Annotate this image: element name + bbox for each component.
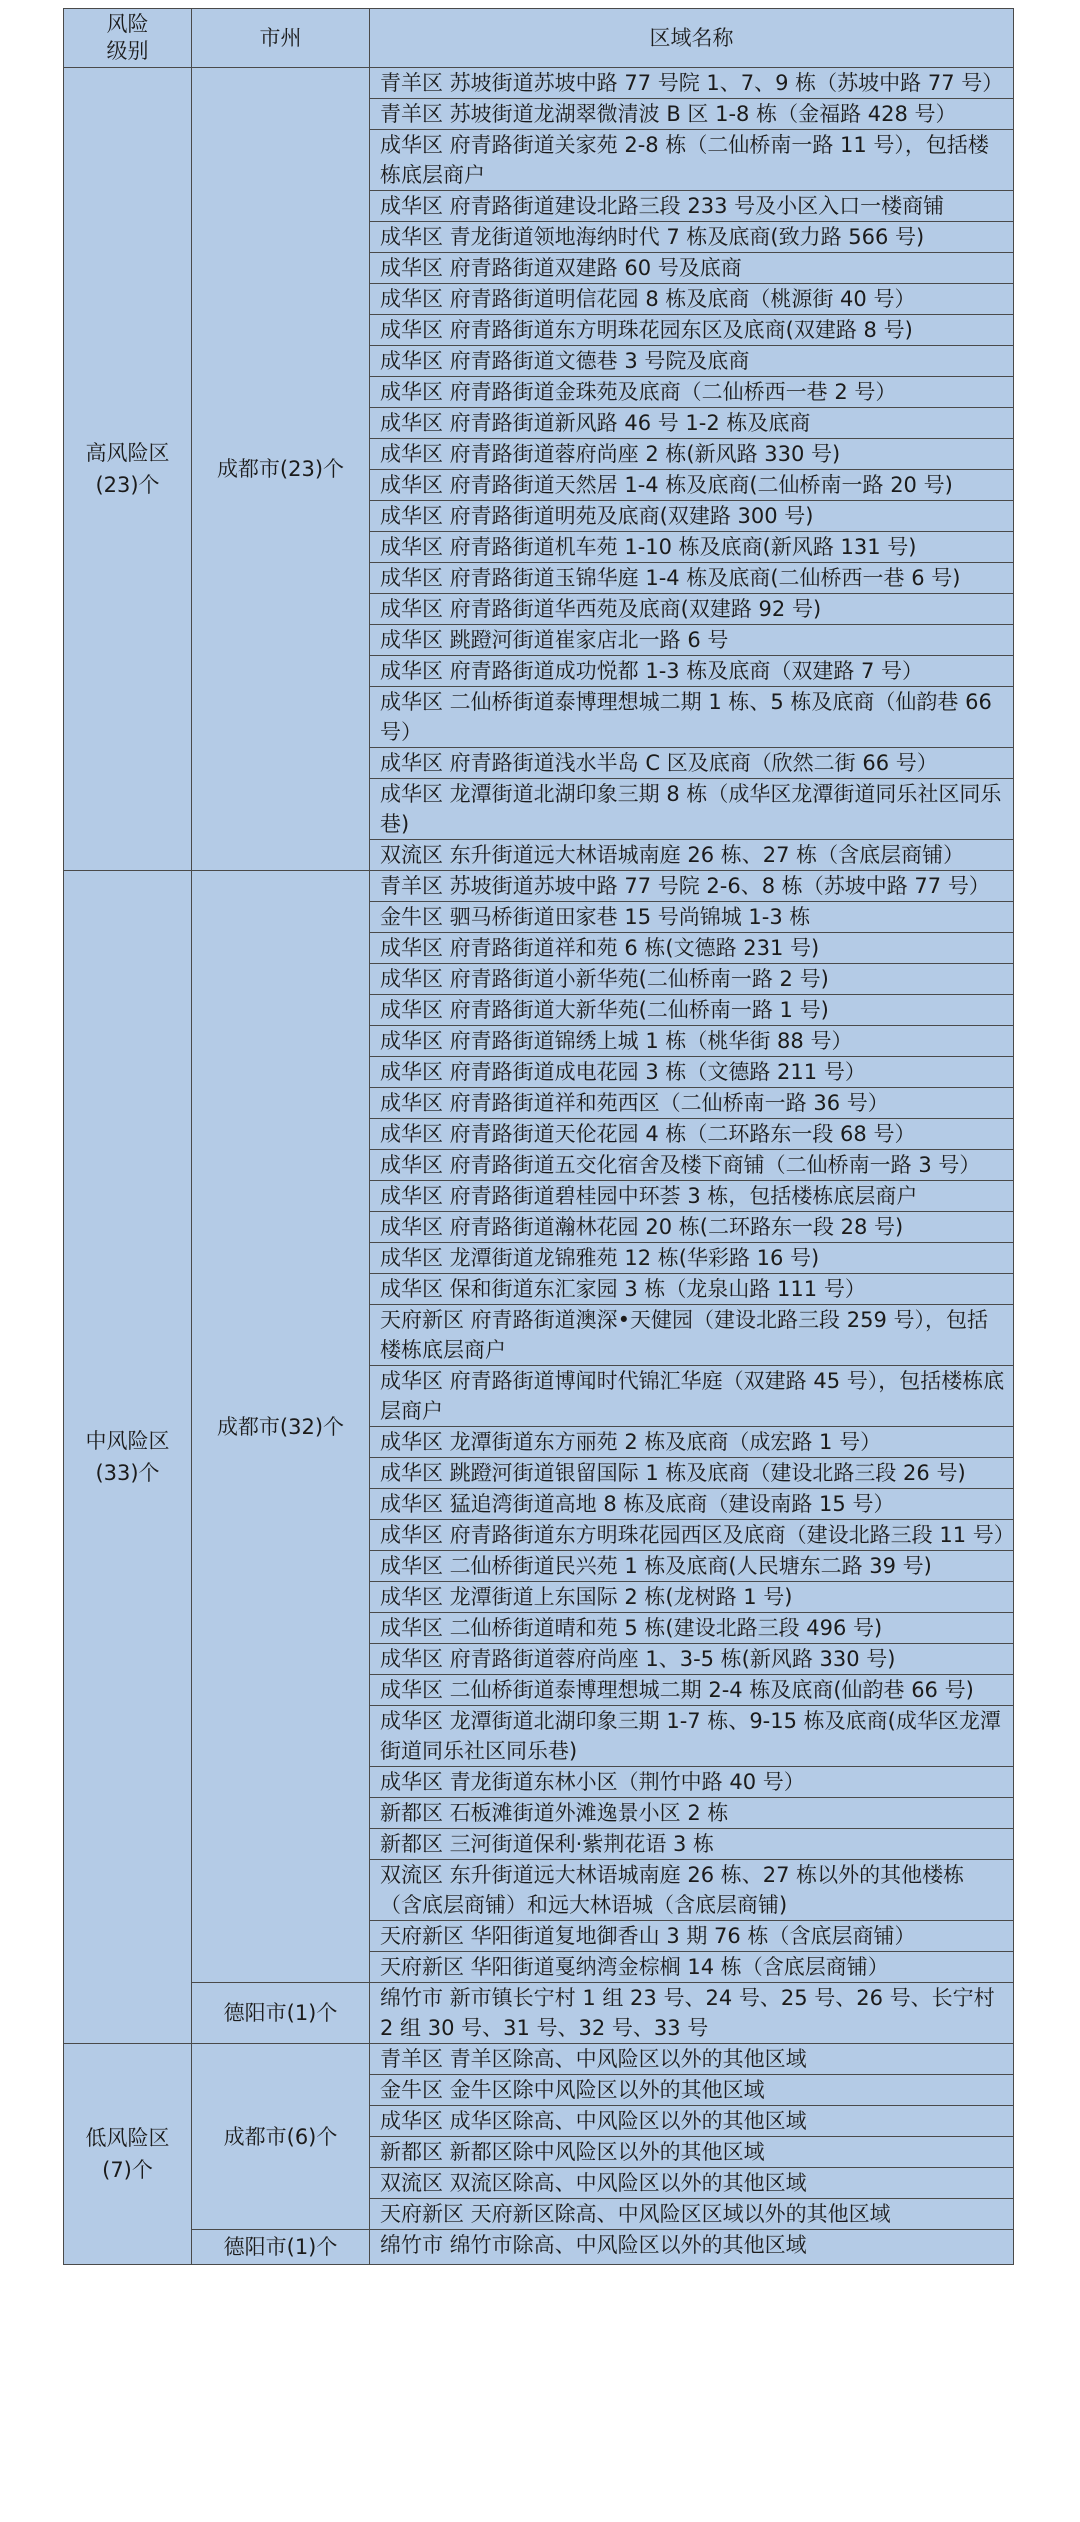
area-name-cell: 成华区 府青路街道关家苑 2-8 栋（二仙桥南一路 11 号），包括楼栋底层商户 [370,130,1014,191]
table-row [64,2230,1014,2265]
area-name-cell: 成华区 府青路街道天然居 1-4 栋及底商(二仙桥南一路 20 号) [370,470,1014,501]
area-name-cell: 成华区 府青路街道小新华苑(二仙桥南一路 2 号) [370,964,1014,995]
area-name-cell: 成华区 府青路街道华西苑及底商(双建路 92 号) [370,594,1014,625]
risk-level-label: 高风险区 (23)个 [85,441,170,497]
area-name-cell: 天府新区 华阳街道戛纳湾金棕榈 14 栋（含底层商铺） [370,1952,1014,1983]
area-name-cell: 成华区 府青路街道东方明珠花园西区及底商（建设北路三段 11 号） [370,1520,1014,1551]
area-name-cell: 天府新区 天府新区除高、中风险区区域以外的其他区域 [370,2199,1014,2230]
area-name-cell: 成华区 成华区除高、中风险区以外的其他区域 [370,2106,1014,2137]
area-name-cell: 成华区 青龙街道东林小区（荆竹中路 40 号） [370,1767,1014,1798]
risk-area-table [63,8,1014,2265]
area-name-cell: 成华区 府青路街道蓉府尚座 2 栋(新风路 330 号) [370,439,1014,470]
area-name-cell: 成华区 猛追湾街道高地 8 栋及底商（建设南路 15 号） [370,1489,1014,1520]
area-name-cell: 成华区 府青路街道碧桂园中环荟 3 栋，包括楼栋底层商户 [370,1181,1014,1212]
area-name-cell: 新都区 新都区除中风险区以外的其他区域 [370,2137,1014,2168]
area-name-cell: 成华区 跳蹬河街道崔家店北一路 6 号 [370,625,1014,656]
area-name-cell: 天府新区 华阳街道复地御香山 3 期 76 栋（含底层商铺） [370,1921,1014,1952]
area-name-cell: 成华区 龙潭街道北湖印象三期 1-7 栋、9-15 栋及底商(成华区龙潭街道同乐社区同乐巷) [370,1706,1014,1767]
area-name-cell: 成华区 府青路街道机车苑 1-10 栋及底商(新风路 131 号) [370,532,1014,563]
area-name-cell: 成华区 府青路街道东方明珠花园东区及底商(双建路 8 号) [370,315,1014,346]
city-cell: 德阳市(1)个 [192,1983,370,2044]
city-cell: 成都市(32)个 [192,871,370,1983]
area-name-cell: 成华区 跳蹬河街道银留国际 1 栋及底商（建设北路三段 26 号) [370,1458,1014,1489]
area-name-cell: 成华区 府青路街道瀚林花园 20 栋(二环路东一段 28 号) [370,1212,1014,1243]
area-name-cell: 成华区 府青路街道浅水半岛 C 区及底商（欣然二街 66 号） [370,748,1014,779]
area-name-cell: 成华区 府青路街道成电花园 3 栋（文德路 211 号） [370,1057,1014,1088]
area-name-cell: 成华区 府青路街道成功悦都 1-3 栋及底商（双建路 7 号） [370,656,1014,687]
area-name-cell: 成华区 二仙桥街道泰博理想城二期 2-4 栋及底商(仙韵巷 66 号) [370,1675,1014,1706]
area-name-cell: 成华区 府青路街道大新华苑(二仙桥南一路 1 号) [370,995,1014,1026]
area-name-cell: 绵竹市 新市镇长宁村 1 组 23 号、24 号、25 号、26 号、长宁村 2 组 30 号、31 号、32 号、33 号 [370,1983,1014,2044]
risk-level-cell [64,2044,192,2265]
city-cell: 成都市(6)个 [192,2044,370,2230]
area-name-cell: 成华区 府青路街道双建路 60 号及底商 [370,253,1014,284]
area-name-cell: 成华区 府青路街道锦绣上城 1 栋（桃华街 88 号） [370,1026,1014,1057]
area-name-cell: 成华区 府青路街道建设北路三段 233 号及小区入口一楼商铺 [370,191,1014,222]
area-name-cell: 新都区 石板滩街道外滩逸景小区 2 栋 [370,1798,1014,1829]
area-name-cell: 成华区 府青路街道天伦花园 4 栋（二环路东一段 68 号） [370,1119,1014,1150]
header-risk-level [64,9,192,68]
risk-level-cell [64,68,192,871]
area-name-cell: 成华区 府青路街道五交化宿舍及楼下商铺（二仙桥南一路 3 号） [370,1150,1014,1181]
risk-level-label: 中风险区 (33)个 [85,1429,170,1485]
area-name-cell: 天府新区 府青路街道澳深•天健园（建设北路三段 259 号），包括楼栋底层商户 [370,1305,1014,1366]
area-name-cell: 绵竹市 绵竹市除高、中风险区以外的其他区域 [370,2230,1014,2265]
city-cell: 德阳市(1)个 [192,2230,370,2265]
area-name-cell: 成华区 府青路街道新风路 46 号 1-2 栋及底商 [370,408,1014,439]
area-name-cell: 成华区 府青路街道金珠苑及底商（二仙桥西一巷 2 号） [370,377,1014,408]
area-name-cell: 成华区 龙潭街道上东国际 2 栋(龙树路 1 号) [370,1582,1014,1613]
area-name-cell: 双流区 东升街道远大林语城南庭 26 栋、27 栋以外的其他楼栋（含底层商铺）和远大林语城（含底层商铺) [370,1860,1014,1921]
risk-level-label: 低风险区 (7)个 [85,2126,170,2182]
area-name-cell: 成华区 青龙街道领地海纳时代 7 栋及底商(致力路 566 号) [370,222,1014,253]
table-row [64,68,1014,99]
area-name-cell: 青羊区 苏坡街道苏坡中路 77 号院 1、7、9 栋（苏坡中路 77 号） [370,68,1014,99]
area-name-cell: 成华区 龙潭街道北湖印象三期 8 栋（成华区龙潭街道同乐社区同乐巷) [370,779,1014,840]
table-row [64,2044,1014,2075]
area-name-cell: 成华区 二仙桥街道晴和苑 5 栋(建设北路三段 496 号) [370,1613,1014,1644]
header-area-name: 区域名称 [370,9,1014,68]
area-name-cell: 金牛区 金牛区除中风险区以外的其他区域 [370,2075,1014,2106]
risk-level-cell [64,871,192,2044]
area-name-cell: 成华区 二仙桥街道泰博理想城二期 1 栋、5 栋及底商（仙韵巷 66 号） [370,687,1014,748]
area-name-cell: 双流区 双流区除高、中风险区以外的其他区域 [370,2168,1014,2199]
area-name-cell: 成华区 龙潭街道龙锦雅苑 12 栋(华彩路 16 号) [370,1243,1014,1274]
area-name-cell: 成华区 府青路街道祥和苑 6 栋(文德路 231 号) [370,933,1014,964]
area-name-cell: 青羊区 青羊区除高、中风险区以外的其他区域 [370,2044,1014,2075]
header-risk-level-text: 风险 级别 [106,12,149,63]
area-name-cell: 青羊区 苏坡街道龙湖翠微清波 B 区 1-8 栋（金福路 428 号） [370,99,1014,130]
area-name-cell: 双流区 东升街道远大林语城南庭 26 栋、27 栋（含底层商铺） [370,840,1014,871]
area-name-cell: 青羊区 苏坡街道苏坡中路 77 号院 2-6、8 栋（苏坡中路 77 号） [370,871,1014,902]
area-name-cell: 成华区 府青路街道明苑及底商(双建路 300 号) [370,501,1014,532]
header-city: 市州 [192,9,370,68]
area-name-cell: 成华区 二仙桥街道民兴苑 1 栋及底商(人民塘东二路 39 号) [370,1551,1014,1582]
area-name-cell: 新都区 三河街道保利·紫荆花语 3 栋 [370,1829,1014,1860]
area-name-cell: 成华区 府青路街道祥和苑西区（二仙桥南一路 36 号） [370,1088,1014,1119]
table-body [64,68,1014,2265]
area-name-cell: 金牛区 驷马桥街道田家巷 15 号尚锦城 1-3 栋 [370,902,1014,933]
city-cell: 成都市(23)个 [192,68,370,871]
area-name-cell: 成华区 府青路街道博闻时代锦汇华庭（双建路 45 号），包括楼栋底层商户 [370,1366,1014,1427]
table-row [64,871,1014,902]
area-name-cell: 成华区 保和街道东汇家园 3 栋（龙泉山路 111 号） [370,1274,1014,1305]
table-row [64,1983,1014,2044]
risk-area-table-container [63,8,1013,2265]
area-name-cell: 成华区 府青路街道蓉府尚座 1、3-5 栋(新风路 330 号) [370,1644,1014,1675]
area-name-cell: 成华区 府青路街道明信花园 8 栋及底商（桃源街 40 号） [370,284,1014,315]
area-name-cell: 成华区 龙潭街道东方丽苑 2 栋及底商（成宏路 1 号） [370,1427,1014,1458]
area-name-cell: 成华区 府青路街道文德巷 3 号院及底商 [370,346,1014,377]
area-name-cell: 成华区 府青路街道玉锦华庭 1-4 栋及底商(二仙桥西一巷 6 号) [370,563,1014,594]
header-row [64,9,1014,68]
